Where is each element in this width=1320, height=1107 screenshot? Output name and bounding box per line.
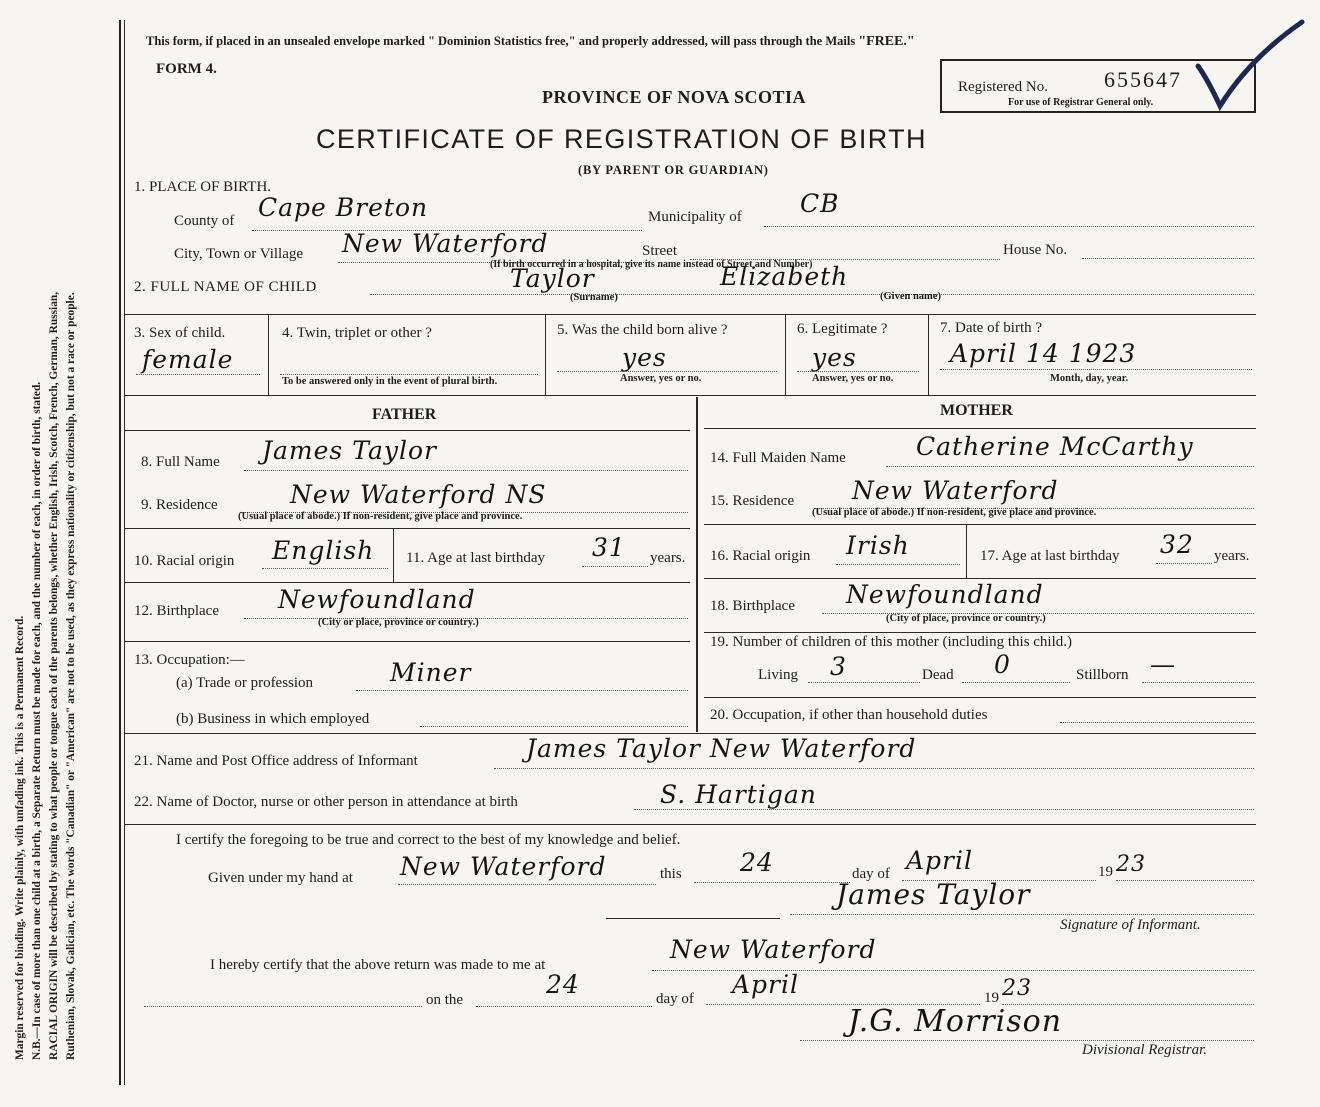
registrar-month-value: April [732, 970, 799, 999]
house-number-label: House No. [1003, 242, 1068, 258]
dob-note: Month, day, year. [1050, 373, 1129, 384]
father-residence-note: (Usual place of abode.) If non-resident, give place and province. [238, 511, 523, 522]
dead-value: 0 [994, 650, 1011, 679]
sex-value: female [142, 345, 234, 374]
mother-years-label: years. [1214, 548, 1250, 564]
mother-occupation-label: 20. Occupation, if other than household duties [710, 707, 988, 723]
legitimate-label: 6. Legitimate ? [797, 321, 888, 337]
mother-age-value: 32 [1160, 530, 1194, 559]
trade-value: Miner [390, 658, 472, 687]
this-label: this [660, 866, 682, 882]
father-birthplace-value: Newfoundland [278, 585, 476, 614]
father-age-value: 31 [592, 533, 626, 562]
county-value: Cape Breton [258, 193, 429, 222]
twin-label: 4. Twin, triplet or other ? [282, 325, 432, 341]
doctor-label: 22. Name of Doctor, nurse or other person in attendance at birth [134, 794, 518, 810]
day-of-label: day of [852, 866, 890, 882]
business-label: (b) Business in which employed [176, 711, 370, 727]
registrar-caption: Divisional Registrar. [1082, 1042, 1208, 1058]
informant-value: James Taylor New Waterford [526, 734, 917, 763]
street-label: Street [642, 243, 677, 259]
given-name-note: (Given name) [880, 291, 941, 302]
legitimate-value: yes [812, 343, 857, 372]
registered-number: 655647 [1104, 67, 1182, 92]
registrar-day-value: 24 [546, 970, 580, 999]
given-under-label: Given under my hand at [208, 870, 353, 886]
registrar-note: For use of Registrar General only. [1008, 97, 1154, 108]
father-racial-value: English [272, 536, 375, 565]
margin-notes [12, 10, 80, 1060]
form-number: FORM 4. [156, 61, 217, 77]
margin-line: Ruthenian, Slovak, Galician, etc. The words "Canadian" or "American" are not to be used, as they express nationality or citizenship, but not a race or people. [65, 292, 77, 1060]
father-racial-label: 10. Racial origin [134, 553, 235, 569]
place-of-birth-label: 1. PLACE OF BIRTH. [134, 179, 272, 195]
surname-note: (Surname) [570, 292, 618, 303]
child-given-name-value: Elizabeth [720, 262, 849, 291]
given-day-value: 24 [740, 848, 774, 877]
living-label: Living [758, 667, 798, 683]
mail-note: This form, if placed in an unsealed envelope marked " Dominion Statistics free," and properly addressed, will pass through the Mails "FREE." [146, 34, 915, 49]
father-birthplace-label: 12. Birthplace [134, 603, 219, 619]
registrar-place-value: New Waterford [670, 935, 877, 964]
margin-rule [124, 20, 125, 1085]
county-label: County of [174, 213, 235, 229]
row-rule [124, 314, 1256, 315]
margin-line: N.B.—In case of more than one child at a birth, a Separate Return must be made for each, and the number of each, in order of birth, stated. [31, 381, 43, 1060]
registrar-day-of-label: day of [656, 991, 694, 1007]
mother-residence-note: (Usual place of abode.) If non-resident, give place and province. [812, 507, 1097, 518]
province-heading: PROVINCE OF NOVA SCOTIA [542, 87, 807, 107]
given-month-value: April [906, 846, 973, 875]
alive-value: yes [622, 343, 667, 372]
mother-birthplace-note: (City of place, province or country.) [886, 613, 1046, 624]
given-place-value: New Waterford [400, 852, 607, 881]
mother-residence-value: New Waterford [852, 476, 1059, 505]
twin-note: To be answered only in the event of plural birth. [282, 376, 498, 387]
page-title: CERTIFICATE OF REGISTRATION OF BIRTH [316, 124, 927, 154]
child-surname-value: Taylor [510, 264, 595, 293]
father-residence-value: New Waterford NS [290, 480, 547, 509]
given-year-prefix: 19 [1098, 864, 1113, 880]
mother-birthplace-label: 18. Birthplace [710, 598, 795, 614]
father-birthplace-note: (City or place, province or country.) [318, 617, 479, 628]
municipality-label: Municipality of [648, 209, 742, 225]
mother-age-label: 17. Age at last birthday [980, 548, 1120, 564]
father-name-value: James Taylor [262, 436, 437, 465]
mother-residence-label: 15. Residence [710, 493, 795, 509]
father-name-label: 8. Full Name [141, 454, 220, 470]
mother-name-value: Catherine McCarthy [916, 432, 1194, 461]
registered-label: Registered No. [958, 79, 1048, 95]
city-label: City, Town or Village [174, 246, 304, 262]
alive-note: Answer, yes or no. [620, 373, 702, 384]
margin-line: RACIAL ORIGIN will be described by stating to what people or tongue each of the parents belongs, whether English, Irish, Scotch, French, German, Russian, [48, 291, 60, 1060]
on-the-label: on the [426, 992, 464, 1008]
margin-rule [119, 20, 121, 1085]
row-rule [124, 395, 1256, 396]
street-note: (If birth occurred in a hospital, give its name instead of Street and Number) [490, 259, 813, 270]
page-subtitle: (BY PARENT OR GUARDIAN) [578, 163, 769, 177]
stillborn-value: — [1150, 650, 1176, 679]
city-value: New Waterford [342, 229, 549, 258]
father-age-label: 11. Age at last birthday [406, 550, 545, 566]
signature-caption: Signature of Informant. [1060, 917, 1201, 933]
father-years-label: years. [650, 550, 686, 566]
alive-label: 5. Was the child born alive ? [557, 322, 728, 338]
registrar-signature: J.G. Morrison [848, 1004, 1063, 1039]
check-mark-icon [1190, 18, 1310, 113]
mother-heading: MOTHER [940, 402, 1013, 419]
trade-label: (a) Trade or profession [176, 675, 314, 691]
legitimate-note: Answer, yes or no. [812, 373, 894, 384]
parents-divider [696, 397, 698, 732]
informant-signature: James Taylor [836, 878, 1031, 911]
mother-racial-label: 16. Racial origin [710, 548, 811, 564]
dead-label: Dead [922, 667, 954, 683]
mother-name-label: 14. Full Maiden Name [710, 450, 846, 466]
certify-statement: I certify the foregoing to be true and correct to the best of my knowledge and belief. [176, 832, 681, 848]
informant-label: 21. Name and Post Office address of Informant [134, 753, 418, 769]
given-year-value: 23 [1116, 852, 1146, 877]
dob-value: April 14 1923 [950, 339, 1137, 368]
doctor-value: S. Hartigan [660, 780, 817, 809]
father-heading: FATHER [372, 406, 437, 423]
margin-line: Margin reserved for binding. Write plainly, with unfading ink. This is a Permanent Record. [14, 615, 26, 1060]
dob-label: 7. Date of birth ? [940, 320, 1043, 336]
sex-label: 3. Sex of child. [134, 325, 226, 341]
child-name-label: 2. FULL NAME OF CHILD [134, 279, 317, 295]
registrar-year-prefix: 19 [984, 990, 999, 1006]
mother-birthplace-value: Newfoundland [846, 580, 1044, 609]
father-residence-label: 9. Residence [141, 497, 218, 513]
occupation-label: 13. Occupation:— [134, 652, 245, 668]
municipality-value: CB [800, 189, 840, 218]
living-value: 3 [830, 652, 847, 681]
registrar-statement: I hereby certify that the above return was made to me at [210, 957, 546, 973]
registrar-year-value: 23 [1002, 976, 1032, 1001]
mother-racial-value: Irish [846, 531, 910, 560]
stillborn-label: Stillborn [1076, 667, 1129, 683]
children-count-label: 19. Number of children of this mother (including this child.) [710, 634, 1073, 650]
